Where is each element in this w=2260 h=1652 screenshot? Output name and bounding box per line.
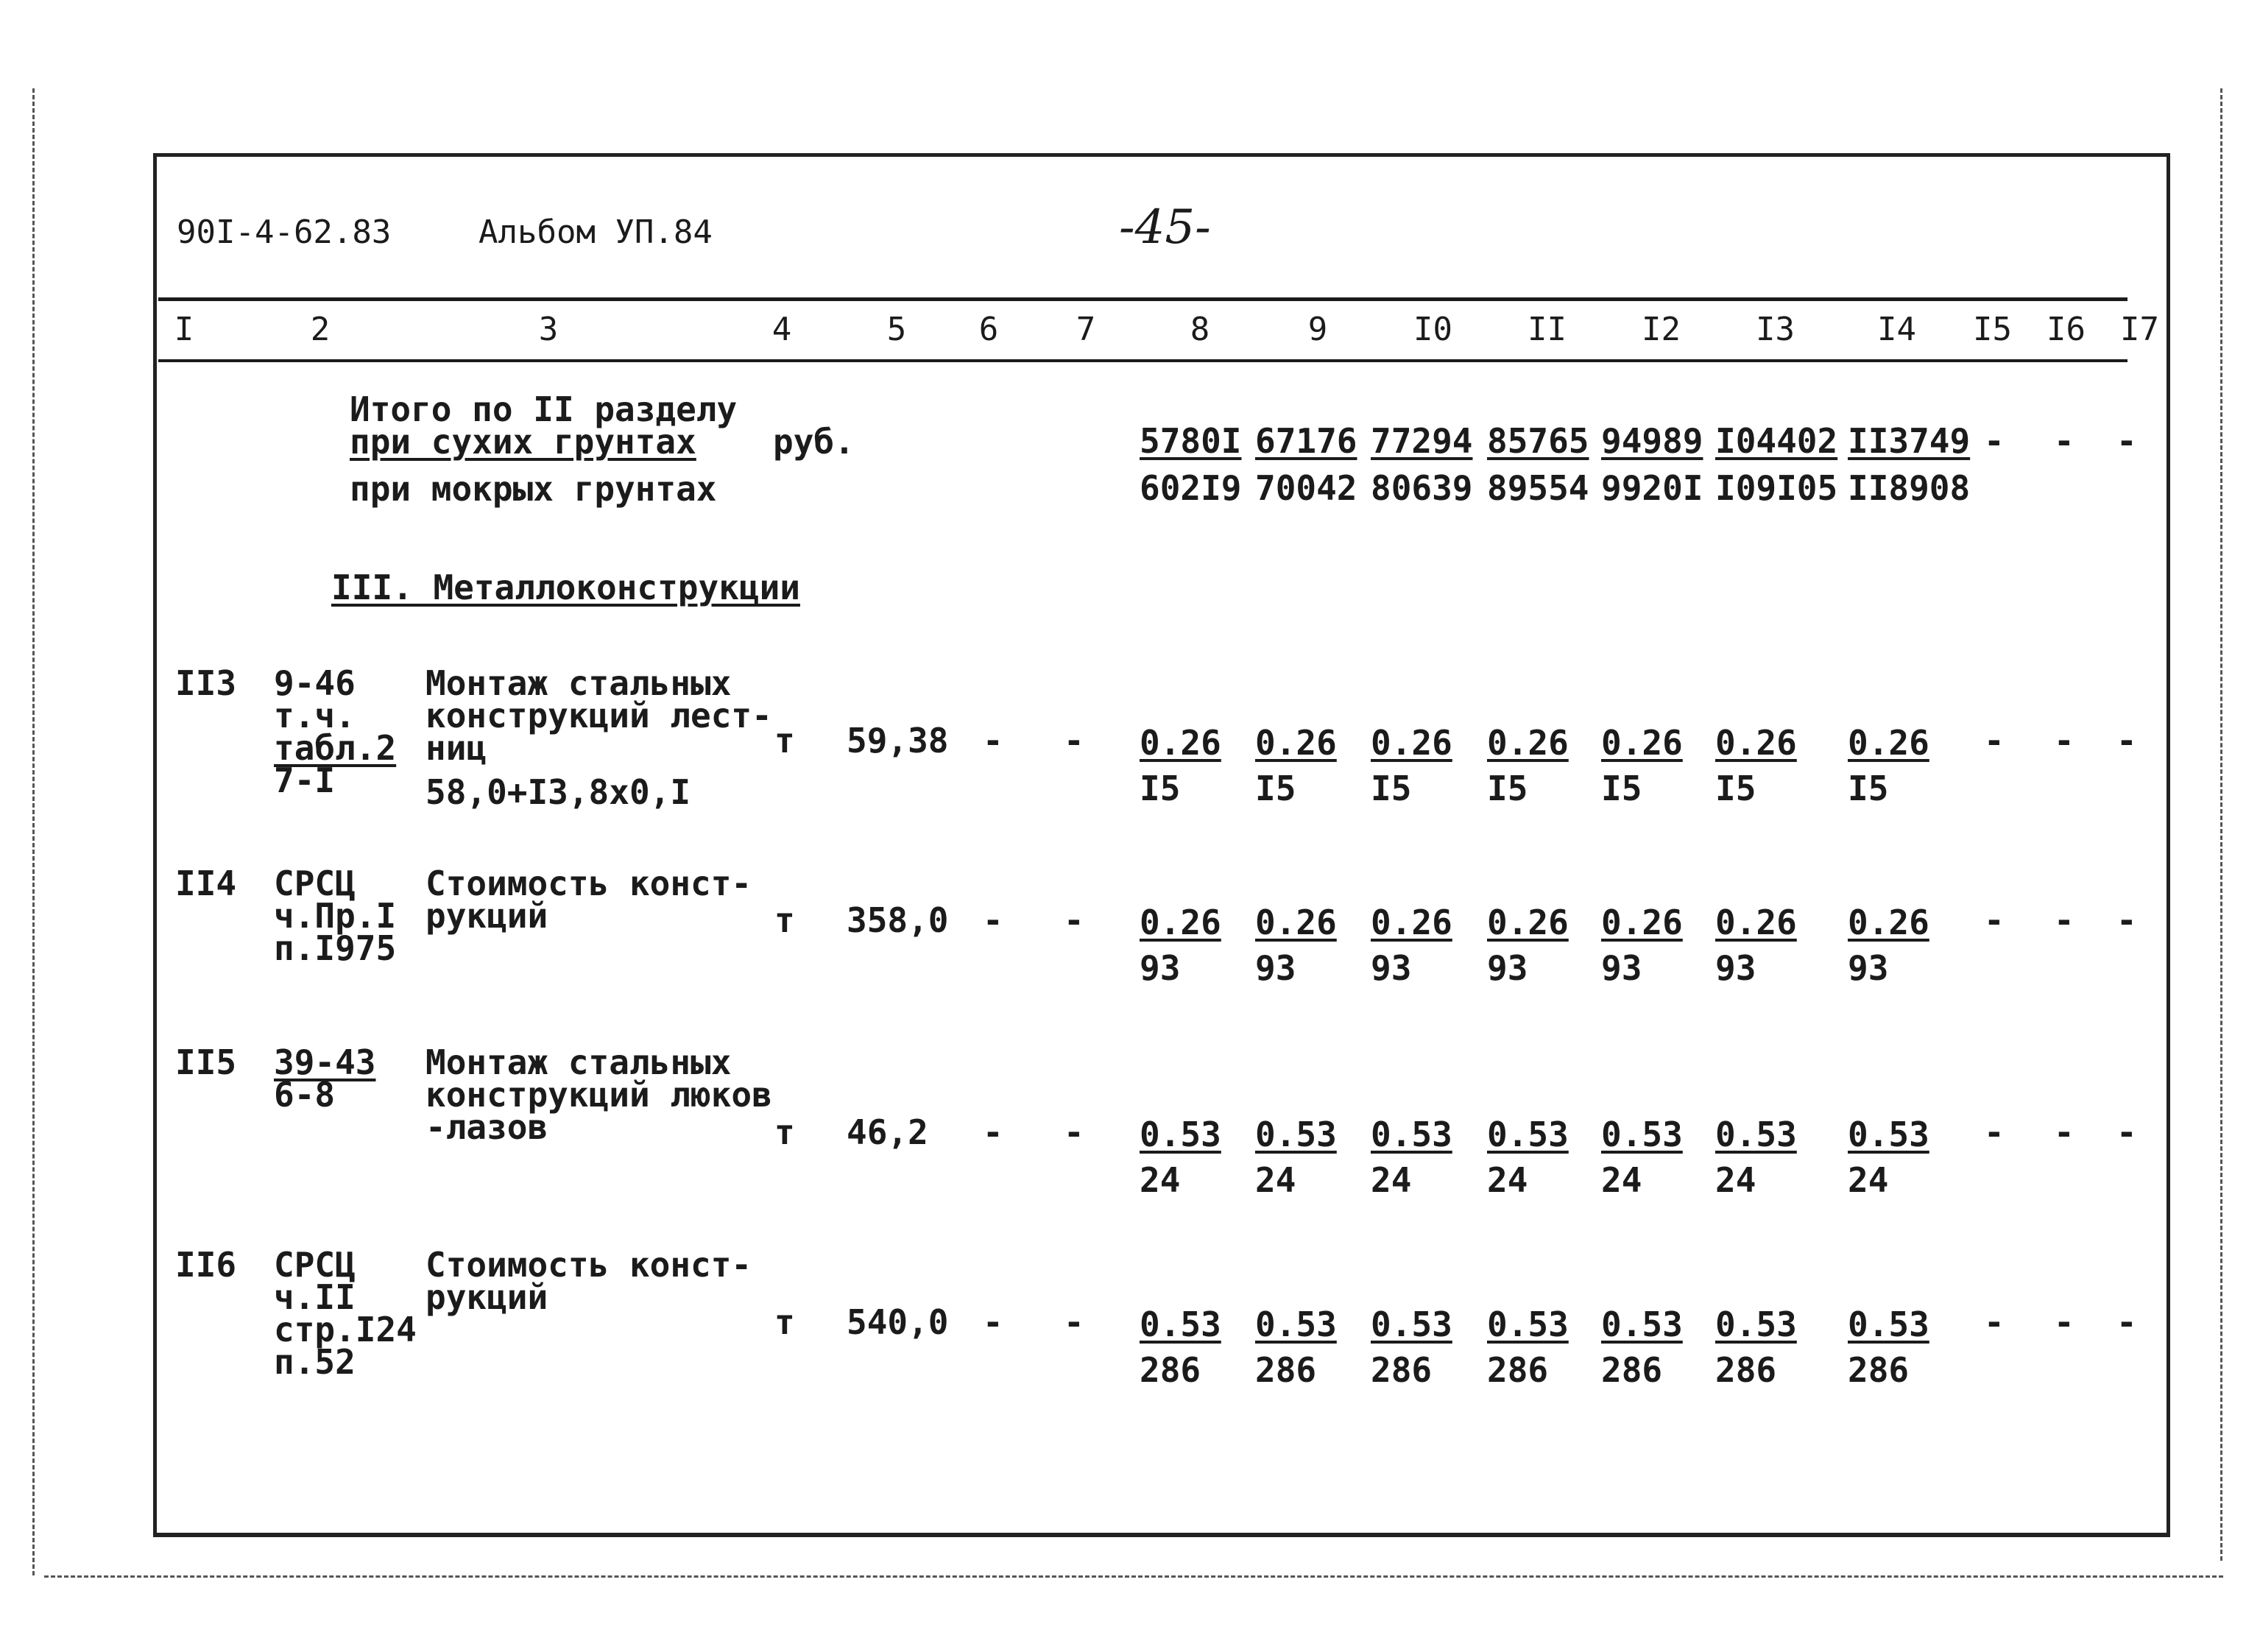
rate-amount: 286 — [1601, 1350, 1663, 1390]
rate-amount: 24 — [1848, 1160, 1889, 1200]
empty-dash: - — [1984, 1302, 2005, 1342]
rate-fraction — [1848, 900, 1929, 991]
rate-amount: 286 — [1715, 1350, 1777, 1390]
rate-fraction — [1601, 1112, 1683, 1203]
rate-coefficient: 0.53 — [1487, 1115, 1569, 1154]
total-dry-value: I04402 — [1715, 421, 1838, 461]
description-line: рукций — [425, 896, 548, 936]
rate-fraction — [1371, 720, 1452, 811]
rate-coefficient: 0.53 — [1601, 1115, 1683, 1154]
column-number: I0 — [1413, 311, 1452, 348]
rate-coefficient: 0.26 — [1255, 723, 1337, 763]
rate-fraction — [1371, 1112, 1452, 1203]
norm-code-line: 6-8 — [274, 1075, 336, 1115]
empty-dash: - — [1064, 900, 1084, 940]
column-number: 9 — [1307, 311, 1328, 348]
column-number-rule — [158, 359, 2127, 362]
rate-fraction — [1140, 900, 1221, 991]
rate-fraction — [1848, 720, 1929, 811]
rate-coefficient: 0.26 — [1487, 903, 1569, 942]
column-number: 7 — [1076, 311, 1096, 348]
column-number: I4 — [1877, 311, 1916, 348]
rate-coefficient: 0.26 — [1487, 723, 1569, 763]
total-dry-value: 67176 — [1255, 421, 1357, 461]
scan-edge-bottom — [44, 1575, 2223, 1578]
rate-coefficient: 0.53 — [1487, 1305, 1569, 1344]
total-unit: руб. — [773, 422, 855, 462]
description-line: -лазов — [425, 1107, 548, 1147]
rate-fraction — [1601, 900, 1683, 991]
norm-code-line: ч.Пр.I — [274, 896, 397, 936]
rate-coefficient: 0.26 — [1371, 903, 1452, 942]
rate-coefficient: 0.53 — [1371, 1305, 1452, 1344]
rate-amount: 286 — [1487, 1350, 1549, 1390]
rate-coefficient: 0.26 — [1601, 903, 1683, 942]
rate-amount: 93 — [1487, 948, 1528, 988]
norm-code-line: ч.II — [274, 1277, 356, 1317]
rate-fraction — [1140, 1112, 1221, 1203]
quantity: 46,2 — [847, 1112, 928, 1152]
total-dry-value: 94989 — [1601, 421, 1703, 461]
rate-fraction — [1715, 900, 1797, 991]
norm-code-line: табл.2 — [274, 728, 397, 768]
column-number: II — [1528, 311, 1567, 348]
rate-coefficient: 0.26 — [1848, 903, 1929, 942]
description-line: Стоимость конст- — [425, 1245, 752, 1285]
page-number: -45- — [1119, 200, 1211, 255]
norm-code-line: 9-46 — [274, 663, 356, 703]
rate-amount: 24 — [1601, 1160, 1642, 1200]
rate-fraction — [1848, 1112, 1929, 1203]
column-number: I2 — [1642, 311, 1681, 348]
description-line: конструкций люков — [425, 1075, 772, 1115]
rate-amount: I5 — [1715, 769, 1756, 808]
empty-dash: - — [983, 721, 1003, 760]
empty-dash: - — [2054, 1112, 2074, 1152]
column-number: 8 — [1190, 311, 1210, 348]
rate-amount: I5 — [1601, 769, 1642, 808]
rate-fraction — [1487, 720, 1569, 811]
rate-coefficient: 0.53 — [1255, 1115, 1337, 1154]
quantity: 540,0 — [847, 1302, 949, 1342]
empty-dash: - — [2116, 1302, 2137, 1342]
empty-dash: - — [1064, 721, 1084, 760]
empty-dash: - — [1984, 1112, 2005, 1152]
total-dry-label: при сухих грунтах — [350, 422, 696, 462]
rate-fraction — [1715, 720, 1797, 811]
rate-amount: 286 — [1371, 1350, 1433, 1390]
unit: т — [774, 900, 795, 940]
norm-code-line: СРСЦ — [274, 1245, 356, 1285]
column-number: I5 — [1973, 311, 2012, 348]
description-line: Монтаж стальных — [425, 663, 732, 703]
rate-coefficient: 0.53 — [1601, 1305, 1683, 1344]
column-number: I — [174, 311, 194, 348]
empty-dash: - — [2054, 421, 2074, 461]
total-wet-value: 9920I — [1601, 468, 1703, 508]
rate-amount: 93 — [1601, 948, 1642, 988]
rate-fraction — [1140, 720, 1221, 811]
total-wet-value: II8908 — [1848, 468, 1971, 508]
empty-dash: - — [983, 900, 1003, 940]
total-dry-value: II3749 — [1848, 421, 1971, 461]
empty-dash: - — [2054, 1302, 2074, 1342]
empty-dash: - — [2054, 721, 2074, 760]
rate-fraction — [1371, 1302, 1452, 1393]
unit: т — [774, 1112, 795, 1152]
column-number: I3 — [1756, 311, 1795, 348]
rate-amount: I5 — [1255, 769, 1296, 808]
empty-dash: - — [1064, 1302, 1084, 1342]
column-number: 4 — [771, 311, 792, 348]
rate-fraction — [1601, 1302, 1683, 1393]
rate-coefficient: 0.53 — [1140, 1115, 1221, 1154]
rate-amount: 286 — [1140, 1350, 1201, 1390]
rate-coefficient: 0.53 — [1848, 1115, 1929, 1154]
empty-dash: - — [2116, 721, 2137, 760]
rate-amount: 24 — [1487, 1160, 1528, 1200]
total-wet-value: 80639 — [1371, 468, 1473, 508]
rate-fraction — [1255, 1302, 1337, 1393]
rate-amount: 24 — [1140, 1160, 1181, 1200]
rate-coefficient: 0.26 — [1715, 723, 1797, 763]
row-number: II5 — [175, 1042, 237, 1082]
column-number: 2 — [310, 311, 331, 348]
rate-fraction — [1255, 1112, 1337, 1203]
document-code: 90I-4-62.83 — [177, 213, 392, 251]
empty-dash: - — [2054, 900, 2074, 940]
description-line: Монтаж стальных — [425, 1042, 732, 1082]
quantity: 358,0 — [847, 900, 949, 940]
description-line: 58,0+I3,8x0,I — [425, 772, 691, 812]
quantity: 59,38 — [847, 721, 949, 760]
rate-coefficient: 0.26 — [1140, 723, 1221, 763]
empty-dash: - — [1984, 721, 2005, 760]
rate-coefficient: 0.53 — [1715, 1115, 1797, 1154]
row-number: II6 — [175, 1245, 237, 1285]
norm-code-line: п.52 — [274, 1342, 356, 1382]
rate-fraction — [1140, 1302, 1221, 1393]
total-wet-label: при мокрых грунтах — [350, 469, 717, 509]
empty-dash: - — [1984, 421, 2005, 461]
rate-amount: I5 — [1140, 769, 1181, 808]
rate-amount: I5 — [1371, 769, 1412, 808]
rate-amount: 24 — [1255, 1160, 1296, 1200]
rate-coefficient: 0.26 — [1255, 903, 1337, 942]
total-dry-value: 5780I — [1140, 421, 1242, 461]
total-wet-value: 602I9 — [1140, 468, 1242, 508]
column-number: 5 — [886, 311, 907, 348]
unit: т — [774, 1302, 795, 1342]
rate-coefficient: 0.53 — [1715, 1305, 1797, 1344]
row-number: II4 — [175, 864, 237, 903]
norm-code-line: 7-I — [274, 760, 336, 800]
rate-fraction — [1487, 1112, 1569, 1203]
rate-coefficient: 0.53 — [1371, 1115, 1452, 1154]
column-number: I7 — [2120, 311, 2159, 348]
total-wet-value: 70042 — [1255, 468, 1357, 508]
column-number: 3 — [538, 311, 559, 348]
empty-dash: - — [1064, 1112, 1084, 1152]
rate-amount: I5 — [1848, 769, 1889, 808]
table-top-rule — [158, 297, 2127, 301]
rate-fraction — [1848, 1302, 1929, 1393]
total-wet-value: 89554 — [1487, 468, 1589, 508]
rate-coefficient: 0.26 — [1140, 903, 1221, 942]
rate-coefficient: 0.53 — [1255, 1305, 1337, 1344]
norm-code-line: СРСЦ — [274, 864, 356, 903]
rate-coefficient: 0.26 — [1371, 723, 1452, 763]
rate-fraction — [1487, 1302, 1569, 1393]
section-title: III. Металлоконструкции — [331, 568, 800, 607]
column-number: I6 — [2047, 311, 2086, 348]
total-title: Итого по II разделу — [350, 389, 738, 429]
rate-fraction — [1487, 900, 1569, 991]
description-line: конструкций лест- — [425, 696, 772, 735]
rate-amount: 286 — [1848, 1350, 1910, 1390]
norm-code-line: стр.I24 — [274, 1310, 417, 1349]
description-line: рукций — [425, 1277, 548, 1317]
description-line: ниц — [425, 728, 487, 768]
norm-code-line: т.ч. — [274, 696, 356, 735]
rate-amount: 24 — [1371, 1160, 1412, 1200]
rate-fraction — [1371, 900, 1452, 991]
rate-amount: I5 — [1487, 769, 1528, 808]
rate-fraction — [1601, 720, 1683, 811]
total-wet-value: I09I05 — [1715, 468, 1838, 508]
album-label: Альбом УП.84 — [479, 213, 713, 251]
rate-amount: 93 — [1715, 948, 1756, 988]
rate-fraction — [1715, 1112, 1797, 1203]
scan-edge-right — [2220, 88, 2222, 1561]
norm-code-line: п.I975 — [274, 928, 397, 968]
rate-fraction — [1255, 720, 1337, 811]
rate-coefficient: 0.53 — [1140, 1305, 1221, 1344]
rate-amount: 93 — [1848, 948, 1889, 988]
rate-coefficient: 0.26 — [1715, 903, 1797, 942]
norm-code-line: 39-43 — [274, 1042, 376, 1082]
empty-dash: - — [983, 1112, 1003, 1152]
unit: т — [774, 721, 795, 760]
empty-dash: - — [2116, 421, 2137, 461]
rate-coefficient: 0.53 — [1848, 1305, 1929, 1344]
empty-dash: - — [983, 1302, 1003, 1342]
rate-fraction — [1255, 900, 1337, 991]
rate-coefficient: 0.26 — [1601, 723, 1683, 763]
row-number: II3 — [175, 663, 237, 703]
column-number: 6 — [978, 311, 999, 348]
description-line: Стоимость конст- — [425, 864, 752, 903]
rate-amount: 93 — [1140, 948, 1181, 988]
rate-amount: 93 — [1255, 948, 1296, 988]
total-dry-value: 85765 — [1487, 421, 1589, 461]
rate-coefficient: 0.26 — [1848, 723, 1929, 763]
total-dry-value: 77294 — [1371, 421, 1473, 461]
rate-amount: 24 — [1715, 1160, 1756, 1200]
scan-edge-left — [32, 88, 35, 1575]
rate-fraction — [1715, 1302, 1797, 1393]
rate-amount: 93 — [1371, 948, 1412, 988]
empty-dash: - — [2116, 900, 2137, 940]
rate-amount: 286 — [1255, 1350, 1317, 1390]
empty-dash: - — [1984, 900, 2005, 940]
empty-dash: - — [2116, 1112, 2137, 1152]
